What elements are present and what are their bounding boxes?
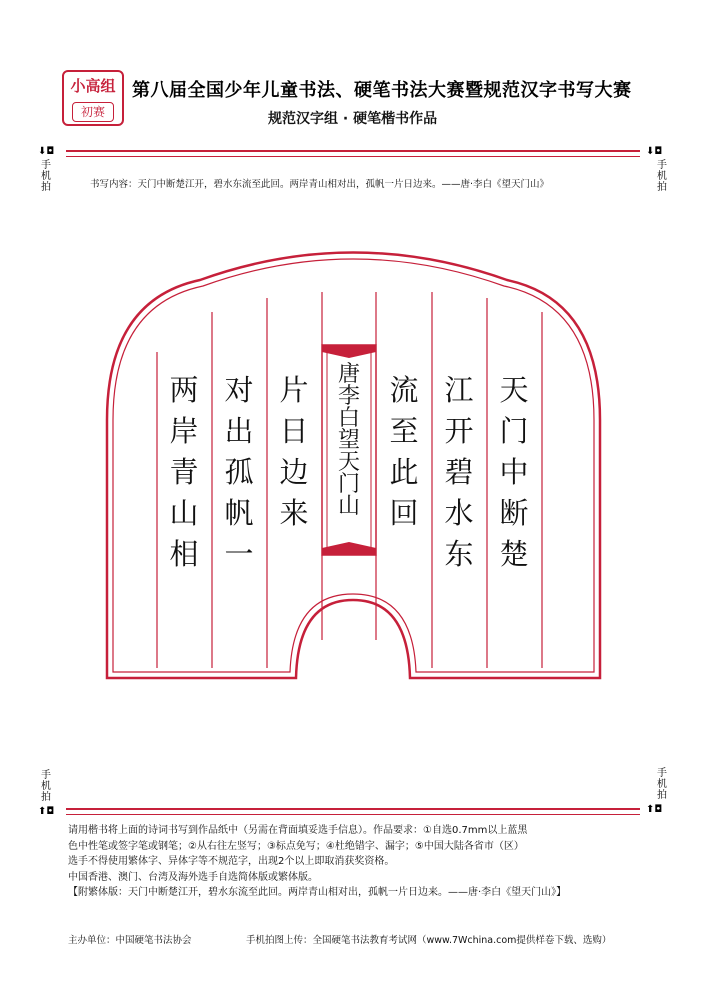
poem-character: 一	[224, 537, 254, 571]
poem-column-1	[487, 370, 541, 575]
poem-character: 流	[389, 373, 419, 407]
instruction-line: 【附繁体版：天门中断楚江开，碧水东流至此回。两岸青山相对出，孤帆一片日边来。——唐·李白《望天门山》】	[68, 887, 567, 898]
poem-column-2	[432, 370, 486, 575]
poem-character: 此	[389, 455, 419, 489]
bottom-rule-thin	[66, 814, 640, 815]
poem-character: 门	[499, 414, 529, 448]
instruction-line: 选手不得使用繁体字、异体字等不规范字，出现2个以上即取消获奖资格。	[68, 856, 395, 867]
poem-character: 回	[389, 496, 419, 530]
poem-character: 边	[279, 455, 309, 489]
poem-character: 白	[337, 406, 360, 431]
poem-character: 开	[444, 414, 474, 448]
poem-character: 至	[389, 414, 419, 448]
photo-mark-right-bottom: 手机拍	[657, 768, 667, 801]
badge-stage: 初赛	[72, 102, 114, 122]
poem-character: 来	[279, 496, 309, 530]
photo-mark-left-bottom: 手机拍	[41, 770, 51, 803]
poem-character: 断	[499, 496, 529, 530]
poem-character: 日	[279, 414, 309, 448]
poem-column-6	[157, 370, 211, 575]
poem-character: 片	[279, 373, 309, 407]
poem-character: 山	[337, 494, 360, 519]
poem-character: 望	[337, 428, 360, 453]
poem-column-3	[377, 370, 431, 534]
poem-character: 天	[337, 450, 360, 475]
poem-character: 岸	[169, 414, 199, 448]
poem-character: 青	[169, 455, 199, 489]
bottom-rule	[66, 808, 640, 810]
page-title: 第八届全国少年儿童书法、硬笔书法大赛暨规范汉字书写大赛	[132, 80, 632, 101]
poem-character: 李	[337, 384, 360, 409]
poem-character: 唐	[337, 362, 360, 387]
poem-character: 江	[444, 373, 474, 407]
instructions	[68, 823, 648, 901]
poem-character: 门	[337, 472, 360, 497]
instruction-line: 中国香港、澳门、台湾及海外选手自选简体版或繁体版。	[68, 871, 318, 883]
badge-group: 小高组	[70, 77, 116, 95]
poem-column-4	[267, 370, 321, 534]
page-subtitle: 规范汉字组 · 硬笔楷书作品	[268, 111, 438, 127]
camera-arrow-icon-left-bottom: ⬆◘	[38, 806, 55, 817]
poem-character: 相	[169, 537, 199, 571]
upload-info: 手机拍图上传：全国硬笔书法教育考试网（www.7Wchina.com提供样卷下载、选购）	[246, 935, 612, 946]
poem-character: 对	[224, 373, 254, 407]
content-text: 天门中断楚江开，碧水东流至此回。两岸青山相对出，孤帆一片日边来。——唐·李白《望天门山》	[137, 179, 550, 190]
instruction-line: 请用楷书将上面的诗词书写到作品纸中（另需在背面填妥选手信息）。作品要求：①自选0.7mm以上蓝黑	[68, 825, 528, 836]
poem-character: 东	[444, 537, 474, 571]
camera-arrow-icon-left-top: ⬇◘	[38, 146, 55, 157]
instruction-line: 色中性笔或签字笔或钢笔；②从右往左竖写；③标点免写；④杜绝错字、漏字；⑤中国大陆各省市（区）	[68, 840, 524, 852]
poem-character: 山	[169, 496, 199, 530]
photo-mark-left-top: 手机拍	[41, 160, 51, 193]
camera-arrow-icon-right-bottom: ⬆◘	[646, 804, 663, 815]
poem-character: 天	[499, 373, 529, 407]
poem-character: 帆	[224, 496, 254, 530]
poem-character: 孤	[224, 455, 254, 489]
poem-character: 出	[224, 414, 254, 448]
poem-column-5	[212, 370, 266, 575]
poem-character: 中	[499, 455, 529, 489]
poem-character: 水	[444, 496, 474, 530]
photo-mark-right-top: 手机拍	[657, 160, 667, 193]
poem-character: 楚	[499, 537, 529, 571]
poem-character: 碧	[444, 455, 474, 489]
camera-arrow-icon-right-top: ⬇◘	[646, 146, 663, 157]
poem-character: 两	[169, 373, 199, 407]
content-label: 书写内容：	[90, 179, 138, 190]
organizer: 主办单位：中国硬笔书法协会	[68, 935, 192, 946]
signature-text	[326, 364, 372, 518]
